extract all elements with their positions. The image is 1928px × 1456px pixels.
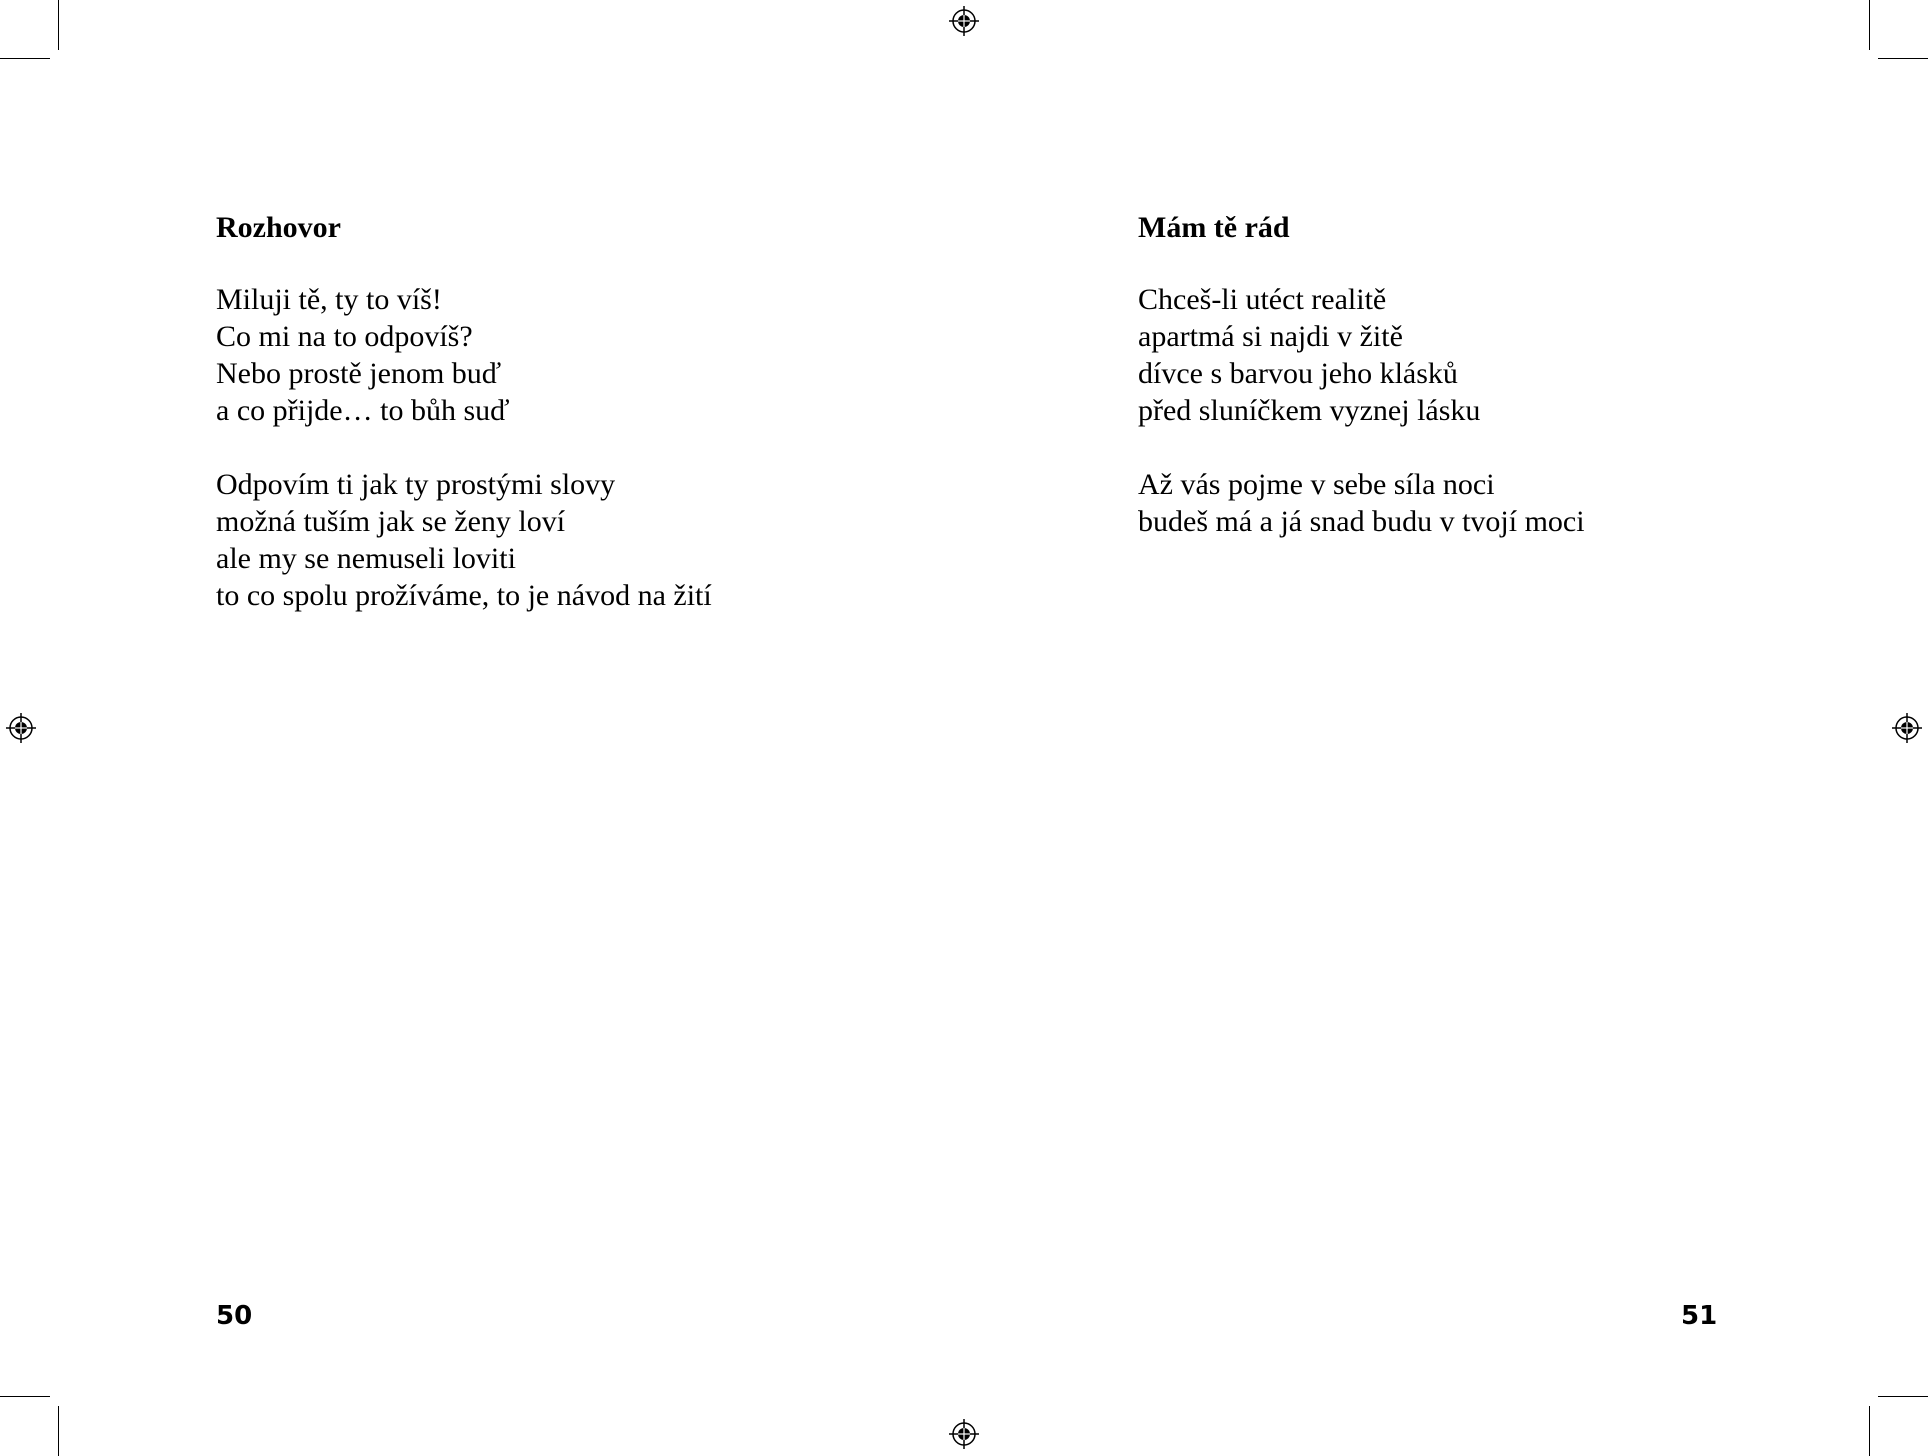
- crop-mark-top-left-vertical: [58, 0, 59, 50]
- poem-rozhovor: [216, 208, 976, 651]
- verse-line: Až vás pojme v sebe síla noci: [1138, 468, 1495, 501]
- verse-line: dívce s barvou jeho klásků: [1138, 357, 1458, 390]
- stanza-2: [216, 466, 976, 614]
- stanza-2: [1138, 466, 1898, 540]
- registration-mark-bottom-icon: [949, 1419, 979, 1449]
- verse-line: Co mi na to odpovíš?: [216, 320, 473, 353]
- stanza-1: [216, 281, 976, 429]
- poem-title: Mám tě rád: [1138, 211, 1290, 244]
- verse-line: Nebo prostě jenom buď: [216, 357, 502, 390]
- verse-line: Chceš-li utéct realitě: [1138, 283, 1387, 316]
- verse-line: ale my se nemuseli loviti: [216, 542, 516, 575]
- verse-line: apartmá si najdi v žitě: [1138, 320, 1403, 353]
- crop-mark-top-right-horizontal: [1878, 58, 1928, 59]
- registration-mark-left-icon: [6, 713, 36, 743]
- registration-mark-right-icon: [1892, 713, 1922, 743]
- crop-mark-bottom-right-horizontal: [1878, 1396, 1928, 1397]
- page-number-left: 50: [216, 1301, 253, 1331]
- verse-line: to co spolu prožíváme, to je návod na žití: [216, 579, 712, 612]
- crop-mark-bottom-right-vertical: [1869, 1406, 1870, 1456]
- poem-title: Rozhovor: [216, 211, 341, 244]
- verse-line: Odpovím ti jak ty prostými slovy: [216, 468, 616, 501]
- verse-line: možná tuším jak se ženy loví: [216, 505, 566, 538]
- crop-mark-top-left-horizontal: [0, 58, 50, 59]
- registration-mark-top-icon: [949, 6, 979, 36]
- verse-line: před sluníčkem vyznej lásku: [1138, 394, 1481, 427]
- crop-mark-top-right-vertical: [1869, 0, 1870, 50]
- verse-line: budeš má a já snad budu v tvojí moci: [1138, 505, 1585, 538]
- stanza-1: [1138, 281, 1898, 429]
- verse-line: a co přijde… to bůh suď: [216, 394, 510, 427]
- page-number-right: 51: [1681, 1301, 1718, 1331]
- crop-mark-bottom-left-horizontal: [0, 1396, 50, 1397]
- crop-mark-bottom-left-vertical: [58, 1406, 59, 1456]
- verse-line: Miluji tě, ty to víš!: [216, 283, 442, 316]
- poem-mam-te-rad: [1138, 208, 1898, 577]
